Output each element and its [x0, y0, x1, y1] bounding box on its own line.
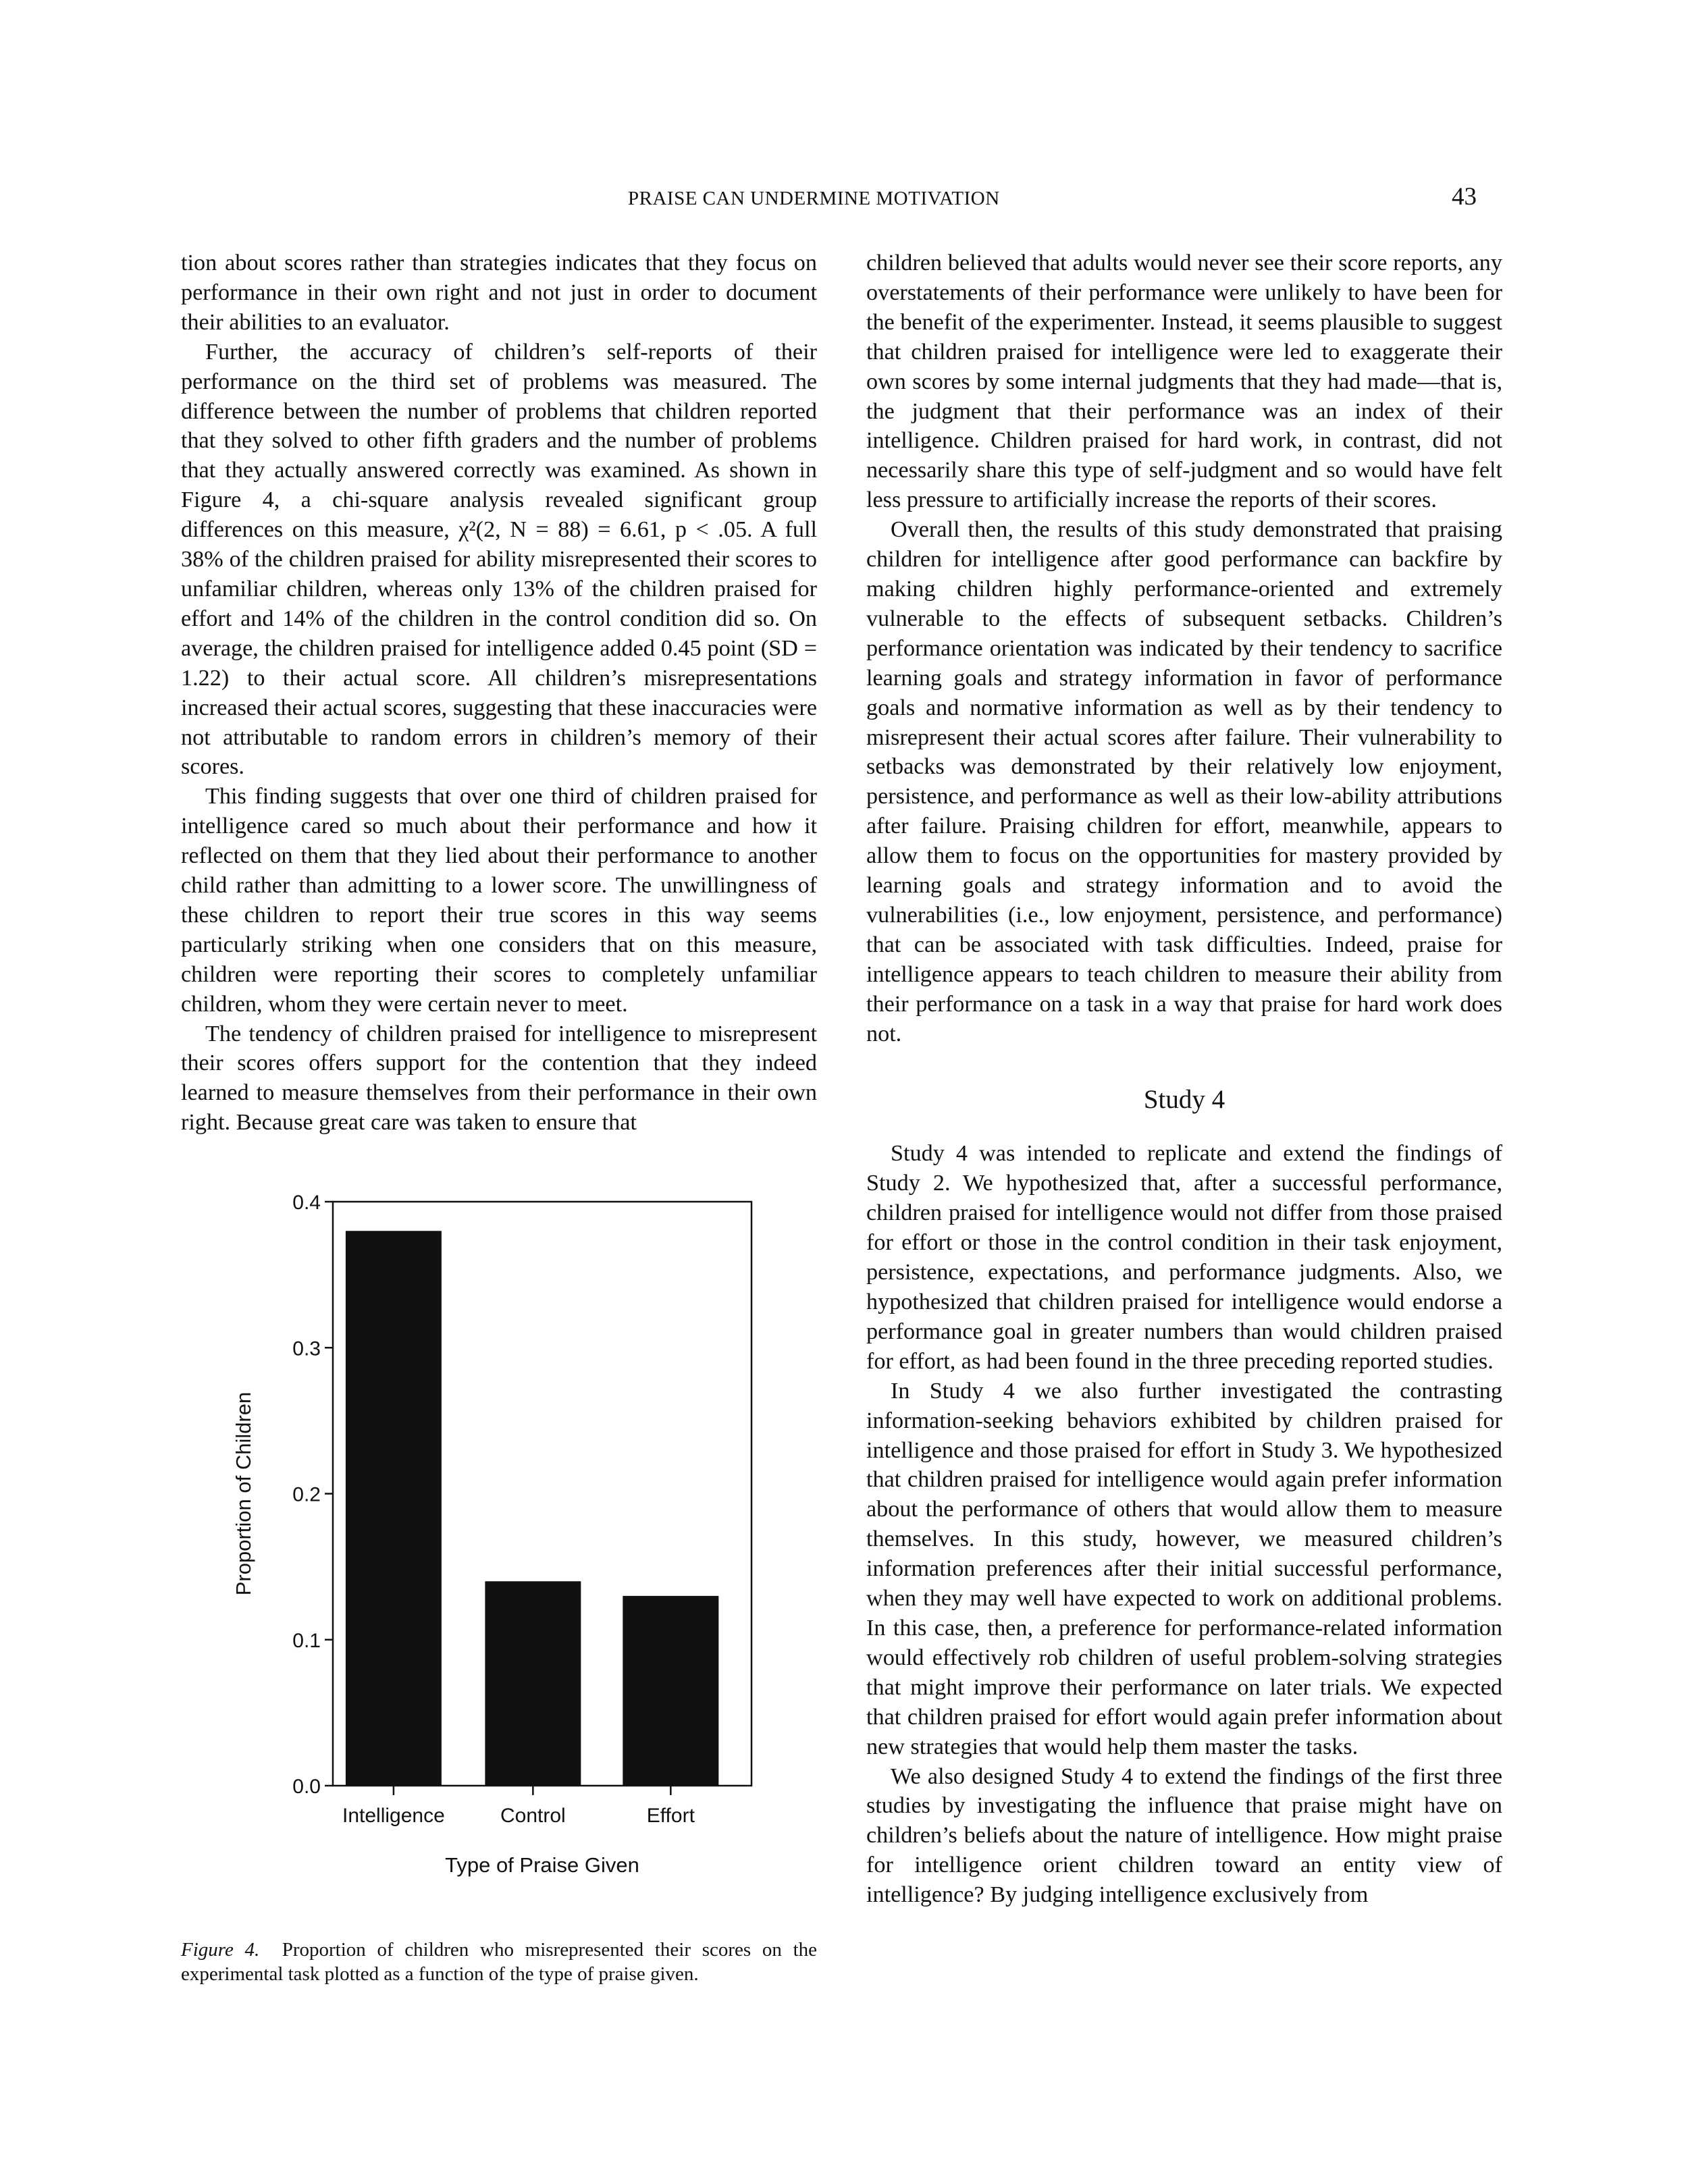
x-axis-title: Type of Praise Given	[445, 1853, 639, 1877]
figure-4	[181, 1181, 817, 1884]
body-paragraph: Study 4 was intended to replicate and extend the findings of Study 2. We hypothesized that, after a successful performance, children praised for intelligence would not differ from those praised for effort or those in the control condition in their task enjoyment, persistence, expectations, and performance judgments. Also, we hypothesized that children praised for intelligence would endorse a performance goal in greater numbers than would children praised for effort, as had been found in the three preceding reported studies.	[866, 1141, 1502, 1374]
bars	[346, 1231, 718, 1786]
page-number: 43	[1452, 183, 1477, 211]
bar-intelligence	[346, 1231, 442, 1786]
y-tick-label: 0.0	[292, 1776, 321, 1798]
body-paragraph: Overall then, the results of this study demonstrated that praising children for intelligence after good performance can backfire by making children highly performance-oriented and extremely vulnerable to the effects of subsequent setbacks. Children’s performance orientation was indicated by their tendency to sacrifice learning goals and strategy information in favor of performance goals and normative information as well as by their tendency to misrepresent their actual scores after failure. Their vulnerability to setbacks was demonstrated by their relatively low enjoyment, persistence, and performance as well as their low-ability attributions after failure. Praising children for effort, meanwhile, appears to allow them to focus on the opportunities for mastery provided by learning goals and strategy information and to avoid the vulnerabilities (i.e., low enjoyment, persistence, and performance) that can be associated with task difficulties. Indeed, praise for intelligence appears to teach children to measure their ability from their performance on a task in a way that praise for hard work does not.	[866, 517, 1502, 1046]
body-paragraph: The tendency of children praised for intelligence to misrepresent their scores offers support for the contention that they indeed learned to measure themselves from their performance in their own right. Because great care was taken to ensure that	[181, 1021, 817, 1136]
y-axis-title: Proportion of Children	[232, 1391, 255, 1596]
y-tick-label: 0.4	[292, 1192, 321, 1214]
body-paragraph: children believed that adults would never see their score reports, any overstatements of their performance were unlikely to have been for the benefit of the experimenter. Instead, it seems plausible to suggest that children praised for intelligence were led to exaggerate their own scores by some internal judgments that they had made—that is, the judgment that their performance was an index of their intelligence. Children praised for hard work, in contrast, did not necessarily share this type of self-judgment and so would have felt less pressure to artificially increase the reports of their scores.	[866, 250, 1502, 513]
left-column	[181, 248, 817, 1138]
body-paragraph: tion about scores rather than strategies indicates that they focus on performance in their own right and not just in order to document their abilities to an evaluator.	[181, 250, 817, 335]
bar-control	[485, 1581, 581, 1786]
bar-effort	[623, 1596, 718, 1786]
x-axis	[342, 1786, 695, 1827]
body-paragraph: Further, the accuracy of children’s self-reports of their performance on the third set of problems was measured. The difference between the number of problems that children reported that they solved to other fifth graders and the number of problems that they actually answered correctly was examined. As shown in Figure 4, a chi-square analysis revealed significant group differences on this measure, χ²(2, N = 88) = 6.61, p < .05. A full 38% of the children praised for ability misrepresented their scores to unfamiliar children, whereas only 13% of the children praised for effort and 14% of the children in the control condition did so. On average, the children praised for intelligence added 0.45 point (SD = 1.22) to their actual score. All children’s misrepresentations increased their actual scores, suggesting that these inaccuracies were not attributable to random errors in children’s memory of their scores.	[181, 339, 817, 780]
right-column	[866, 248, 1502, 1910]
bar-chart	[181, 1181, 817, 1884]
body-paragraph: We also designed Study 4 to extend the findings of the first three studies by investigating the influence that praise might have on children’s beliefs about the nature of intelligence. How might praise for intelligence orient children toward an entity view of intelligence? By judging intelligence exclusively from	[866, 1763, 1502, 1908]
y-axis	[292, 1192, 333, 1798]
y-tick-label: 0.3	[292, 1337, 321, 1360]
running-head: PRAISE CAN UNDERMINE MOTIVATION	[628, 188, 1000, 209]
figure-caption-text: Proportion of children who misrepresented their scores on the experimental task plotted as a function of the type of praise given.	[181, 1939, 817, 1985]
body-paragraph: In Study 4 we also further investigated the contrasting information-seeking behaviors exhibited by children praised for intelligence and those praised for effort in Study 3. We hypothesized that children praised for intelligence would again prefer information about the performance of others that would allow them to measure themselves. In this study, however, we measured children’s information preferences after their initial successful performance, when they may well have expected to work on additional problems. In this case, then, a preference for performance-related information would effectively rob children of useful problem-solving strategies that might improve their performance on later trials. We expected that children praised for effort would again prefer information about new strategies that would help them master the tasks.	[866, 1378, 1502, 1759]
y-tick-label: 0.1	[292, 1629, 321, 1652]
x-tick-label: Intelligence	[342, 1805, 445, 1827]
section-heading: Study 4	[1143, 1085, 1225, 1115]
body-paragraph: This finding suggests that over one third of children praised for intelligence cared so much about their performance and how it reflected on them that they lied about their performance to another child rather than admitting to a lower score. The unwillingness of these children to report their true scores in this way seems particularly striking when one considers that on this measure, children were reporting their scores to completely unfamiliar children, whom they were certain never to meet.	[181, 784, 817, 1017]
y-tick-label: 0.2	[292, 1483, 321, 1506]
x-tick-label: Effort	[646, 1805, 695, 1827]
figure-label: Figure 4.	[181, 1939, 260, 1961]
figure-caption	[181, 1938, 817, 1986]
x-tick-label: Control	[500, 1805, 566, 1827]
